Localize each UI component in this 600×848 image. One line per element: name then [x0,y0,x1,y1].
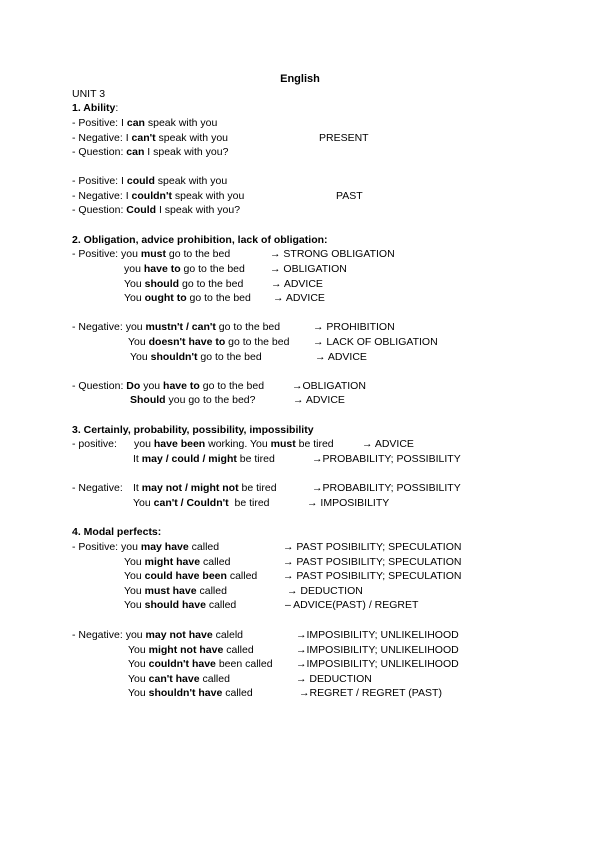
example-line: You shouldn't go to the bed [130,351,262,363]
example-line: - Question: can I speak with you? [72,146,229,158]
page-title: English [280,73,320,85]
example-line: It may / could / might be tired [133,453,275,465]
section-heading: 4. Modal perfects: [72,526,162,538]
example-line: You can't have called [128,673,230,685]
example-line: You might not have called [128,644,254,656]
example-line: you have to go to the bed [124,263,245,275]
meaning-label: → ADVICE [362,438,414,450]
example-line: You must have called [124,585,227,597]
example-line: you have been working. You must be tired [134,438,334,450]
example-line: - Negative: you may not have caleld [72,629,244,641]
example-line: - Negative: I can't speak with you [72,132,228,144]
meaning-label: →PROBABILITY; POSSIBILITY [312,482,461,494]
form-label: - Negative: [72,482,123,494]
example-line: You shouldn't have called [128,687,253,699]
example-line: - Positive: you must go to the bed [72,248,231,260]
meaning-label: – ADVICE(PAST) / REGRET [285,599,419,611]
example-line: - Negative: you mustn't / can't go to the bed [72,321,281,333]
example-line: You could have been called [124,570,258,582]
meaning-label: →OBLIGATION [292,380,366,392]
section-heading: 2. Obligation, advice prohibition, lack of obligation: [72,234,328,246]
meaning-label: →IMPOSIBILITY; UNLIKELIHOOD [296,658,459,670]
example-line: - Positive: I can speak with you [72,117,218,129]
meaning-label: →PROBABILITY; POSSIBILITY [312,453,461,465]
example-line: You should have called [124,599,237,611]
meaning-label: → ADVICE [271,278,323,290]
example-line: You ought to go to the bed [124,292,251,304]
meaning-label: → PROHIBITION [313,321,395,333]
meaning-label: → LACK OF OBLIGATION [313,336,438,348]
meaning-label: → STRONG OBLIGATION [270,248,395,260]
section-heading: 1. Ability: [72,102,119,114]
example-line: - Question: Do you have to go to the bed [72,380,265,392]
example-line: You can't / Couldn't be tired [133,497,270,509]
section-heading: 3. Certainly, probability, possibility, impossibility [72,424,314,436]
meaning-label: → ADVICE [293,394,345,406]
form-label: - positive: [72,438,117,450]
example-line: You couldn't have been called [128,658,273,670]
example-line: Should you go to the bed? [130,394,256,406]
example-line: - Positive: you may have called [72,541,220,553]
example-line: It may not / might not be tired [133,482,277,494]
meaning-label: → IMPOSIBILITY [307,497,390,509]
meaning-label: →IMPOSIBILITY; UNLIKELIHOOD [296,629,459,641]
example-line: You should go to the bed [124,278,244,290]
meaning-label: →IMPOSIBILITY; UNLIKELIHOOD [296,644,459,656]
meaning-label: → ADVICE [273,292,325,304]
example-line: - Positive: I could speak with you [72,175,228,187]
meaning-label: → PAST POSIBILITY; SPECULATION [283,556,462,568]
meaning-label: → DEDUCTION [296,673,372,685]
meaning-label: → ADVICE [315,351,367,363]
example-line: - Negative: I couldn't speak with you [72,190,245,202]
meaning-label: → PAST POSIBILITY; SPECULATION [283,570,462,582]
meaning-label: → PAST POSIBILITY; SPECULATION [283,541,462,553]
example-line: - Question: Could I speak with you? [72,204,241,216]
unit-label: UNIT 3 [72,88,106,100]
meaning-label: → DEDUCTION [287,585,363,597]
meaning-label: → OBLIGATION [270,263,347,275]
tense-label: PRESENT [319,132,369,144]
meaning-label: →REGRET / REGRET (PAST) [299,687,442,699]
example-line: You doesn't have to go to the bed [128,336,290,348]
tense-label: PAST [336,190,363,202]
example-line: You might have called [124,556,231,568]
